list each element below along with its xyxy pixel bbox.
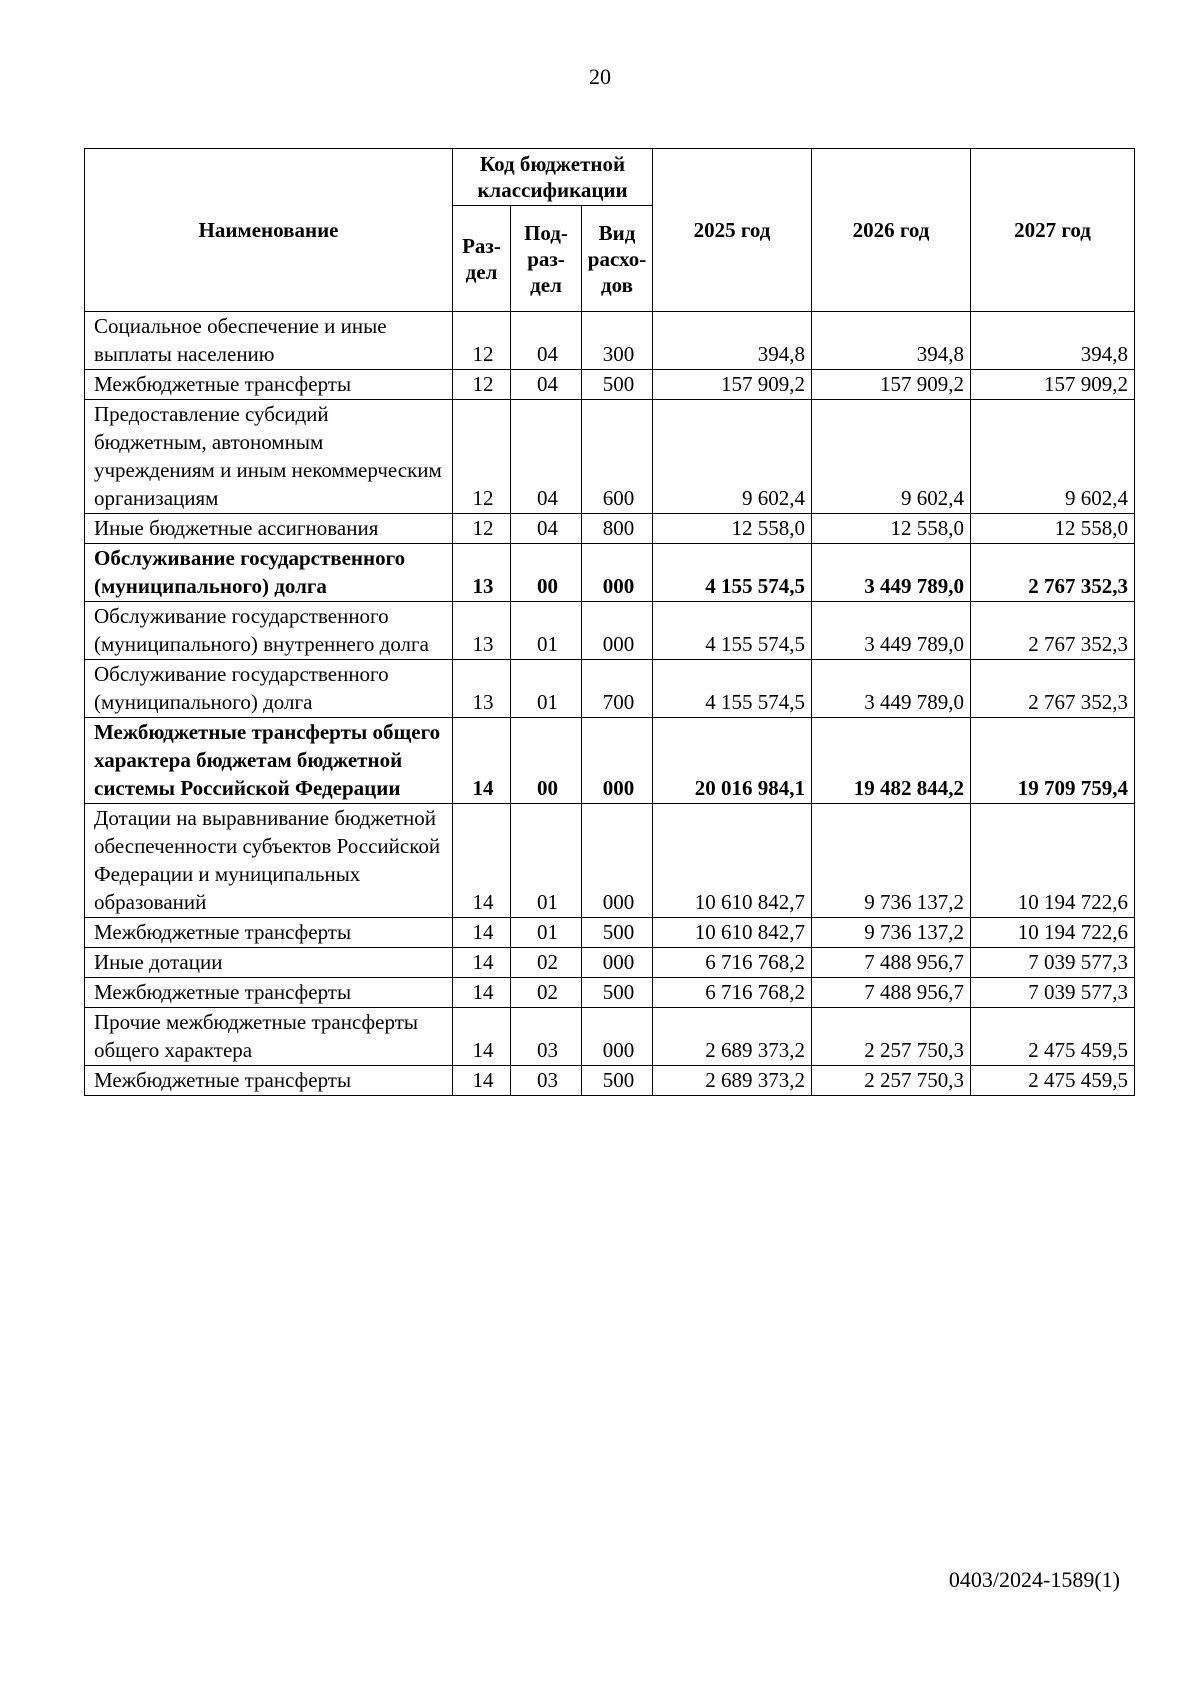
table-row [85,370,1135,400]
header-2027: 2027 год [971,149,1135,312]
row-name-cell: Иные дотации [85,948,453,978]
table-row [85,978,1135,1008]
row-2027-value: 12 558,0 [971,514,1135,544]
row-2025-value: 394,8 [653,312,812,370]
row-name-cell: Иные бюджетные ассигнования [85,514,453,544]
row-2027-value: 10 194 722,6 [971,918,1135,948]
row-2026-value: 3 449 789,0 [812,660,971,718]
row-razdel-cell: 13 [453,602,511,660]
row-2025-value: 4 155 574,5 [653,602,812,660]
row-vid-cell: 500 [582,1066,653,1096]
row-2027-value: 2 475 459,5 [971,1066,1135,1096]
row-2027-value: 394,8 [971,312,1135,370]
row-razdel-cell: 12 [453,370,511,400]
row-podrazdel-cell: 04 [511,312,582,370]
header-2025: 2025 год [653,149,812,312]
header-razdel: Раз- дел [453,206,511,312]
row-2026-value: 3 449 789,0 [812,602,971,660]
row-2026-value: 157 909,2 [812,370,971,400]
row-2027-value: 2 767 352,3 [971,544,1135,602]
row-2026-value: 7 488 956,7 [812,948,971,978]
header-row-1 [85,149,1135,206]
table-row [85,602,1135,660]
row-name-cell: Дотации на выравнивание бюджетной обеспеченности субъектов Российской Федерации и муниципальных образований [85,804,453,918]
row-2026-value: 12 558,0 [812,514,971,544]
header-name: Наименование [85,149,453,312]
row-podrazdel-cell: 03 [511,1008,582,1066]
row-vid-cell: 000 [582,948,653,978]
row-2025-value: 9 602,4 [653,400,812,514]
header-code-group: Код бюджетной классификации [453,149,653,206]
row-2025-value: 4 155 574,5 [653,660,812,718]
row-name-cell: Межбюджетные трансферты [85,1066,453,1096]
row-2026-value: 9 736 137,2 [812,804,971,918]
header-vid: Вид расхо- дов [582,206,653,312]
row-razdel-cell: 14 [453,718,511,804]
row-2027-value: 19 709 759,4 [971,718,1135,804]
row-2026-value: 7 488 956,7 [812,978,971,1008]
table-row [85,1066,1135,1096]
row-2027-value: 2 767 352,3 [971,602,1135,660]
row-name-cell: Межбюджетные трансферты [85,978,453,1008]
row-2026-value: 2 257 750,3 [812,1066,971,1096]
row-podrazdel-cell: 04 [511,514,582,544]
row-podrazdel-cell: 01 [511,918,582,948]
table-row [85,660,1135,718]
row-name-cell: Межбюджетные трансферты [85,918,453,948]
row-podrazdel-cell: 02 [511,948,582,978]
budget-table [84,148,1135,1096]
row-2026-value: 9 736 137,2 [812,918,971,948]
row-name-cell: Обслуживание государственного (муниципального) долга [85,660,453,718]
row-2025-value: 20 016 984,1 [653,718,812,804]
row-vid-cell: 600 [582,400,653,514]
row-razdel-cell: 14 [453,1066,511,1096]
row-2026-value: 9 602,4 [812,400,971,514]
row-razdel-cell: 12 [453,400,511,514]
row-2027-value: 9 602,4 [971,400,1135,514]
row-2025-value: 12 558,0 [653,514,812,544]
row-2025-value: 10 610 842,7 [653,804,812,918]
header-2026: 2026 год [812,149,971,312]
row-podrazdel-cell: 04 [511,370,582,400]
row-name-cell: Межбюджетные трансферты общего характера бюджетам бюджетной системы Российской Федерации [85,718,453,804]
row-vid-cell: 000 [582,544,653,602]
row-name-cell: Межбюджетные трансферты [85,370,453,400]
row-razdel-cell: 13 [453,660,511,718]
row-razdel-cell: 14 [453,978,511,1008]
table-row [85,948,1135,978]
table-row [85,544,1135,602]
row-2025-value: 157 909,2 [653,370,812,400]
row-vid-cell: 500 [582,370,653,400]
page-number: 20 [589,64,611,89]
row-2025-value: 6 716 768,2 [653,978,812,1008]
row-podrazdel-cell: 01 [511,804,582,918]
row-name-cell: Обслуживание государственного (муниципального) долга [85,544,453,602]
row-name-cell: Обслуживание государственного (муниципального) внутреннего долга [85,602,453,660]
row-razdel-cell: 14 [453,918,511,948]
row-vid-cell: 800 [582,514,653,544]
row-2026-value: 2 257 750,3 [812,1008,971,1066]
row-podrazdel-cell: 02 [511,978,582,1008]
row-vid-cell: 300 [582,312,653,370]
row-2025-value: 2 689 373,2 [653,1008,812,1066]
row-vid-cell: 500 [582,918,653,948]
row-name-cell: Предоставление субсидий бюджетным, автономным учреждениям и иным некоммерческим организациям [85,400,453,514]
header-podrazdel: Под- раз- дел [511,206,582,312]
table-row [85,918,1135,948]
row-2027-value: 7 039 577,3 [971,948,1135,978]
row-2027-value: 7 039 577,3 [971,978,1135,1008]
row-razdel-cell: 14 [453,1008,511,1066]
row-razdel-cell: 12 [453,514,511,544]
row-vid-cell: 000 [582,1008,653,1066]
table-row [85,718,1135,804]
row-podrazdel-cell: 03 [511,1066,582,1096]
document-code: 0403/2024-1589(1) [948,1567,1120,1592]
row-podrazdel-cell: 00 [511,544,582,602]
row-razdel-cell: 14 [453,804,511,918]
table-row [85,312,1135,370]
table-row [85,400,1135,514]
row-2026-value: 3 449 789,0 [812,544,971,602]
row-2025-value: 10 610 842,7 [653,918,812,948]
row-2025-value: 6 716 768,2 [653,948,812,978]
row-vid-cell: 700 [582,660,653,718]
row-name-cell: Прочие межбюджетные трансферты общего характера [85,1008,453,1066]
row-name-cell: Социальное обеспечение и иные выплаты населению [85,312,453,370]
table-row [85,804,1135,918]
row-2026-value: 394,8 [812,312,971,370]
table-row [85,514,1135,544]
row-2026-value: 19 482 844,2 [812,718,971,804]
table-body [85,312,1135,1096]
row-vid-cell: 000 [582,804,653,918]
row-2027-value: 157 909,2 [971,370,1135,400]
row-podrazdel-cell: 01 [511,660,582,718]
row-vid-cell: 500 [582,978,653,1008]
row-razdel-cell: 12 [453,312,511,370]
row-2025-value: 4 155 574,5 [653,544,812,602]
row-2027-value: 10 194 722,6 [971,804,1135,918]
row-podrazdel-cell: 04 [511,400,582,514]
row-vid-cell: 000 [582,602,653,660]
row-razdel-cell: 14 [453,948,511,978]
row-2027-value: 2 767 352,3 [971,660,1135,718]
row-2027-value: 2 475 459,5 [971,1008,1135,1066]
row-podrazdel-cell: 01 [511,602,582,660]
table-row [85,1008,1135,1066]
row-razdel-cell: 13 [453,544,511,602]
row-vid-cell: 000 [582,718,653,804]
row-2025-value: 2 689 373,2 [653,1066,812,1096]
row-podrazdel-cell: 00 [511,718,582,804]
